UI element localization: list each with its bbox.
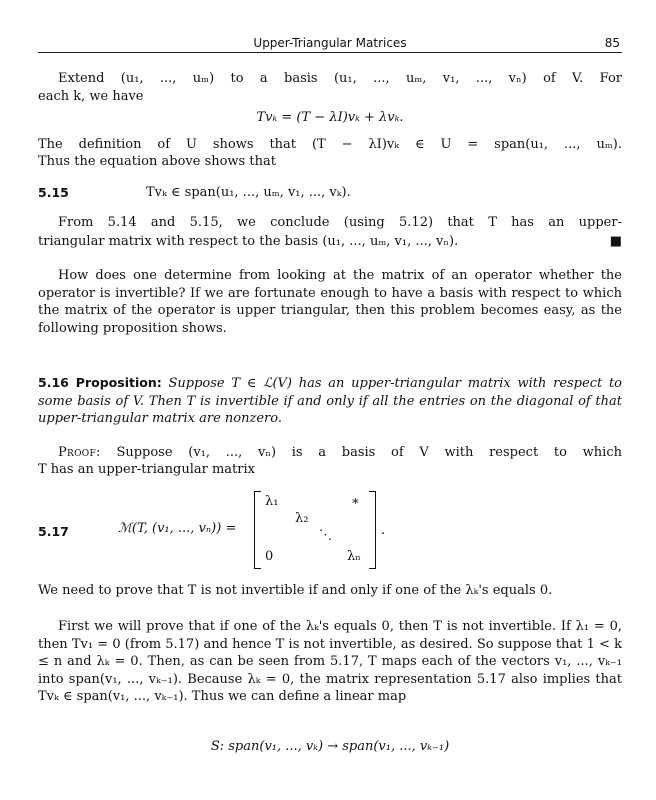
matrix-entry-lambdan: λₙ: [347, 549, 361, 564]
equation-tvk: Tvₖ = (T − λI)vₖ + λvₖ.: [256, 110, 404, 125]
matrix-period: .: [381, 523, 386, 538]
matrix-diagonal-dots: ⋱: [319, 528, 332, 543]
running-header: [38, 36, 622, 53]
equation-linear-map-s: S: span(v₁, ..., vₖ) → span(v₁, ..., vₖ₋₁): [210, 739, 450, 754]
matrix-entry-star: ∗: [351, 494, 360, 509]
matrix-entry-zero: 0: [265, 549, 274, 564]
paragraph-extend-line2: each k, we have: [38, 89, 144, 104]
proof-line1: [38, 444, 622, 462]
proposition-statement: Suppose T ∈ ℒ(V) has an upper-triangular matrix with respect to some basis of V. Then T is invertible if and only if all the entries on the diagonal of that upper-triangular matrix are nonzero.: [38, 376, 622, 426]
upper-triangular-matrix: [254, 491, 376, 569]
matrix-lhs: ℳ(T, (v₁, ..., vₙ)) =: [118, 521, 237, 536]
equation-body: Tvₖ ∈ span(u₁, ..., uₘ, v₁, ..., vₖ).: [146, 185, 351, 200]
proposition-5-16: [38, 374, 622, 428]
page-number: 85: [604, 36, 620, 50]
qed-symbol: ■: [609, 234, 622, 249]
paragraph-definition-line2: Thus the equation above shows that: [38, 154, 276, 169]
proof-label: Proof:: [58, 445, 101, 460]
proof-text: Suppose (v₁, ..., vₙ) is a basis of V with respect to which: [116, 445, 622, 460]
matrix-entry-lambda2: λ₂: [295, 511, 309, 526]
paragraph-first-prove: First we will prove that if one of the λₖ's equals 0, then T is not invertible. If λ₁ = 0, then Tv₁ = 0 (from 5.17) and hence T is not invertible, as desired. So suppose that 1 < k ≤ n and λₖ = 0. Then, as can be seen from 5.17, T maps each of the vectors v₁, ..., vₖ₋₁ into span(v₁, ..., vₖ₋₁). Because λₖ = 0, the matrix representation 5.17 also implies that Tvₖ ∈ span(v₁, ..., vₖ₋₁). Thus we can define a linear map: [38, 619, 622, 704]
chapter-title: Upper-Triangular Matrices: [253, 36, 407, 50]
paragraph-need-to-prove: We need to prove that T is not invertible if and only if one of the λₖ's equals 0.: [38, 583, 553, 598]
paragraph-extend-line1: Extend (u₁, ..., uₘ) to a basis (u₁, ..., uₘ, v₁, ..., vₙ) of V. For: [58, 71, 622, 86]
paragraph-definition-line1: The definition of U shows that (T − λI)vₖ ∈ U = span(u₁, ..., uₘ).: [38, 137, 622, 152]
proof-line2: T has an upper-triangular matrix: [38, 462, 255, 477]
matrix-entry-lambda1: λ₁: [265, 494, 279, 509]
proposition-heading: 5.16 Proposition:: [38, 375, 162, 390]
equation-number: 5.17: [38, 524, 69, 539]
paragraph-conclude-line2: [38, 233, 622, 251]
conclude-text: triangular matrix with respect to the basis (u₁, ..., uₘ, v₁, ..., vₙ).: [38, 234, 459, 249]
paragraph-conclude-line1: From 5.14 and 5.15, we conclude (using 5.12) that T has an upper-: [58, 215, 622, 230]
paragraph-invertible-question: How does one determine from looking at the matrix of an operator whether the operator is invertible? If we are fortunate enough to have a basis with respect to which the matrix of the operator is upper triangular, then this problem becomes easy, as the following proposition shows.: [38, 268, 622, 336]
equation-number: 5.15: [38, 185, 69, 200]
